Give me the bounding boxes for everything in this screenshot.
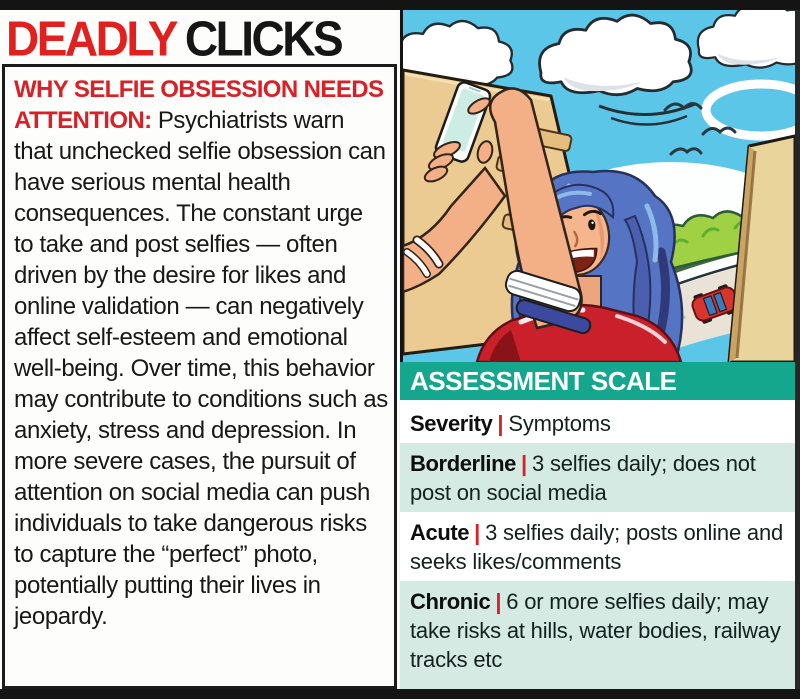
symptoms-text: 3 selfies daily; does not post on social media [410,451,756,505]
pipe-separator: | [521,451,527,476]
article-lead: WHY SELFIE OBSESSION NEEDS ATTENTION: [14,76,384,134]
severity-label: Borderline [410,451,517,476]
table-row-acute [400,512,795,581]
top-border-bar [0,0,800,10]
column-severity: Severity [410,411,493,436]
symptoms-text: 6 or more selfies daily; may take risks at hills, water bodies, railway tracks etc [410,589,781,672]
pipe-separator: | [495,589,502,614]
bottom-border-bar [0,689,800,699]
article-box [2,64,397,689]
severity-label: Acute [410,520,470,545]
left-column [0,10,397,689]
selfie-illustration-svg [403,10,795,362]
symptoms-text: 3 selfies daily; posts online and seeks likes/comments [410,520,784,574]
article-text [14,74,388,632]
table-header-row [400,403,795,443]
masthead-word-red: DEADLY [6,11,176,67]
assessment-table [400,403,795,689]
masthead [0,10,397,65]
selfie-illustration [400,10,795,362]
table-row-borderline [400,443,795,512]
pipe-separator: | [474,520,481,545]
table-row-chronic [400,581,795,689]
severity-label: Chronic [410,589,491,614]
column-symptoms: Symptoms [508,411,611,436]
assessment-scale-header: ASSESSMENT SCALE [400,362,795,403]
pipe-separator: | [497,411,504,436]
masthead-word-black: CLICKS [184,11,342,67]
article-body: Psychiatrists warn that unchecked selfie obsession can have serious mental health consequences. The constant urge to take and post selfies — often driven by the desire for likes and online validation — can negatively affect self-esteem and emotional well-being. Over time, this behavior may contribute to conditions such as anxiety, stress and depression. In more severe cases, the pursuit of attention on social media can push individuals to take dangerous risks to capture the “perfect” photo, potentially putting their lives in jeopardy. [14,107,388,630]
right-column [400,10,800,689]
